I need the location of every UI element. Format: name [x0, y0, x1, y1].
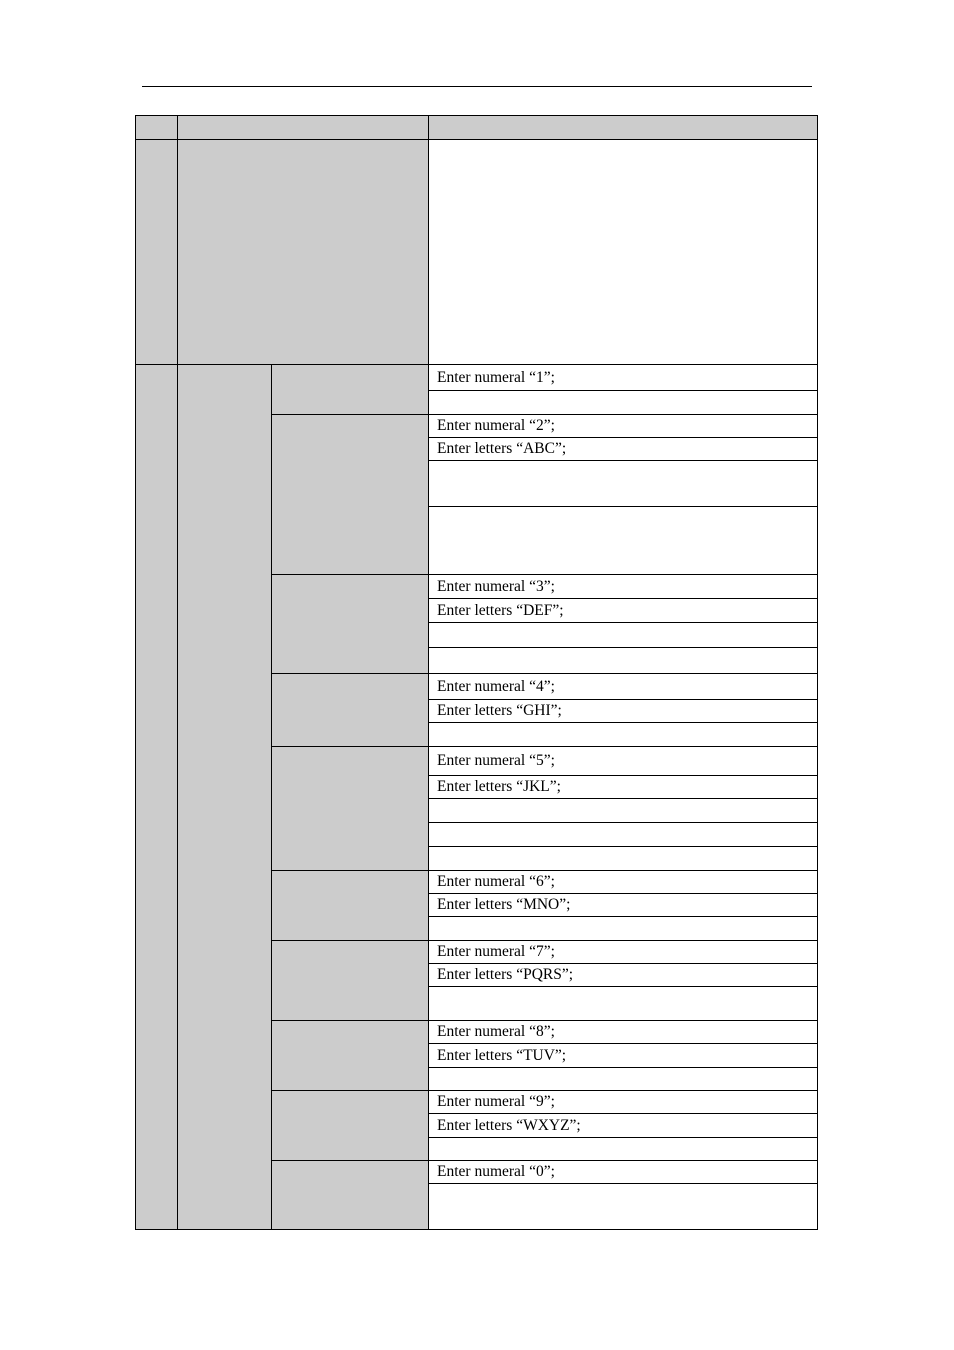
table-row: [136, 140, 818, 365]
key-function-cell: [429, 1138, 818, 1161]
row-number-cell: [136, 365, 178, 1230]
row-number-cell: [136, 140, 178, 365]
key-function-cell: [429, 847, 818, 871]
key-function-cell: Enter letters “GHI”;: [429, 700, 818, 723]
key-function-cell: Enter numeral “2”;: [429, 415, 818, 438]
key-name-cell: [272, 674, 429, 747]
key-function-cell: [429, 648, 818, 674]
key-function-cell: [429, 1184, 818, 1230]
key-name-cell: [272, 415, 429, 575]
header-rule: [142, 86, 812, 87]
key-function-cell: [429, 623, 818, 648]
key-function-cell: Enter numeral “7”;: [429, 941, 818, 964]
key-function-cell: Enter numeral “8”;: [429, 1021, 818, 1044]
key-function-cell: Enter letters “JKL”;: [429, 776, 818, 799]
key-name-cell: [272, 871, 429, 941]
key-function-cell: [429, 461, 818, 507]
key-function-cell: [429, 723, 818, 747]
key-name-cell: [272, 1091, 429, 1161]
row-name-cell: [178, 365, 272, 1230]
key-name-cell: [272, 575, 429, 674]
row-name-cell: [178, 140, 429, 365]
key-name-cell: [272, 941, 429, 1021]
key-function-cell: [429, 823, 818, 847]
key-function-cell: [429, 799, 818, 823]
key-function-cell: Enter letters “MNO”;: [429, 894, 818, 917]
key-function-cell: Enter letters “DEF”;: [429, 599, 818, 623]
key-function-cell: Enter letters “WXYZ”;: [429, 1114, 818, 1138]
key-function-cell: Enter numeral “0”;: [429, 1161, 818, 1184]
key-name-cell: [272, 1161, 429, 1230]
key-function-cell: Enter numeral “3”;: [429, 575, 818, 599]
header-cell-name: [178, 116, 429, 140]
key-function-cell: Enter numeral “1”;: [429, 365, 818, 391]
key-name-cell: [272, 365, 429, 415]
key-name-cell: [272, 747, 429, 871]
key-function-cell: [429, 391, 818, 415]
key-function-cell: Enter letters “ABC”;: [429, 438, 818, 461]
key-function-cell: Enter numeral “6”;: [429, 871, 818, 894]
header-cell-no: [136, 116, 178, 140]
key-function-cell: Enter letters “TUV”;: [429, 1044, 818, 1068]
key-function-cell: Enter numeral “5”;: [429, 747, 818, 776]
keypad-function-table: [135, 115, 818, 1230]
key-function-cell: [429, 917, 818, 941]
key-function-cell: [429, 1068, 818, 1091]
row-description-cell: [429, 140, 818, 365]
header-cell-description: [429, 116, 818, 140]
key-function-cell: Enter numeral “9”;: [429, 1091, 818, 1114]
key-name-cell: [272, 1021, 429, 1091]
key-function-cell: [429, 507, 818, 575]
key-row: [136, 365, 818, 391]
key-function-cell: [429, 987, 818, 1021]
key-function-cell: Enter numeral “4”;: [429, 674, 818, 700]
key-function-cell: Enter letters “PQRS”;: [429, 964, 818, 987]
table-header-row: [136, 116, 818, 140]
